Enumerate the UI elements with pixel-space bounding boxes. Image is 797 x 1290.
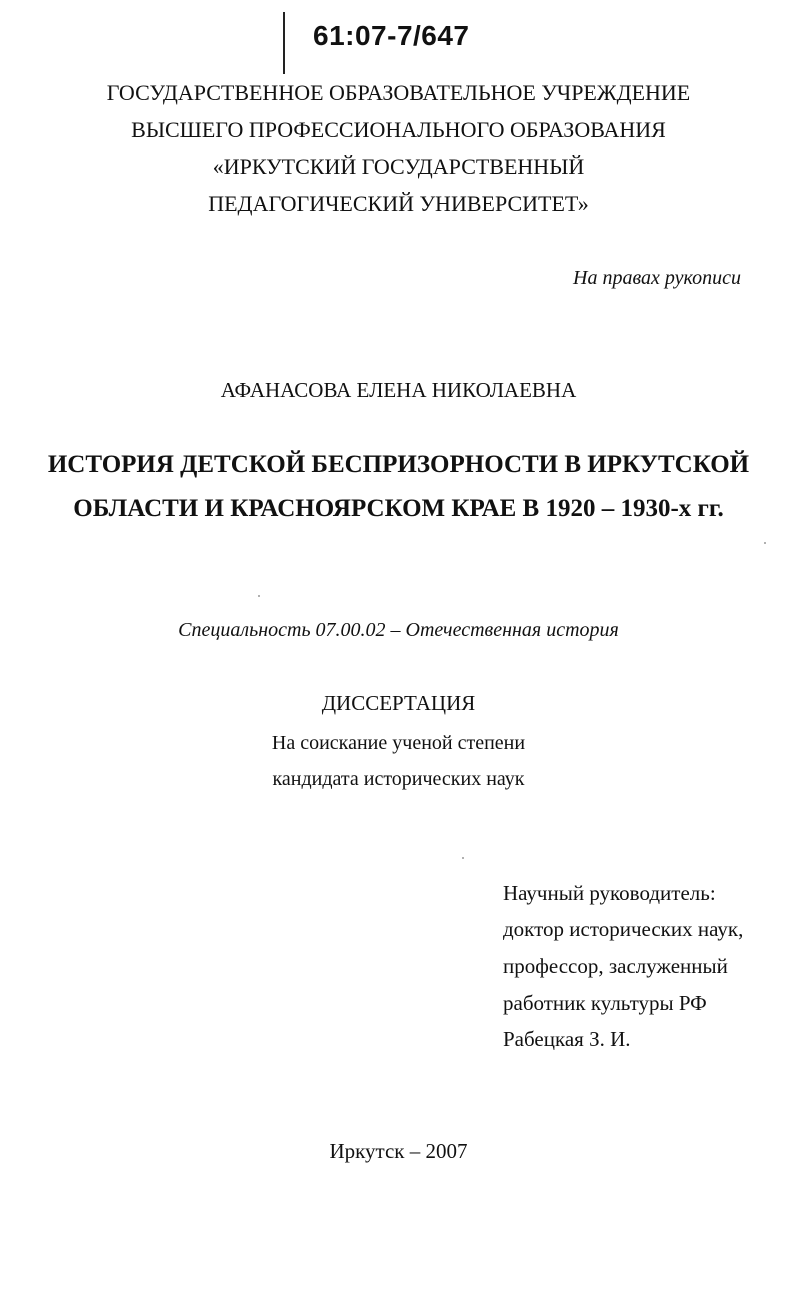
institution-line-1: ГОСУДАРСТВЕННОЕ ОБРАЗОВАТЕЛЬНОЕ УЧРЕЖДЕНИЕ — [106, 80, 691, 105]
advisor-line-4: работник культуры РФ — [503, 991, 707, 1015]
advisor-line-2: доктор исторических наук, — [503, 917, 744, 941]
margin-line — [283, 12, 285, 74]
advisor-line-3: профессор, заслуженный — [503, 954, 728, 978]
institution-line-3: «ИРКУТСКИЙ ГОСУДАРСТВЕННЫЙ — [212, 154, 585, 179]
degree-line-2: кандидата исторических наук — [272, 768, 525, 790]
degree-line-1: На соискание ученой степени — [271, 732, 526, 754]
institution-line-4: ПЕДАГОГИЧЕСКИЙ УНИВЕРСИТЕТ» — [208, 191, 589, 216]
catalog-number: 61:07-7/647 — [313, 20, 470, 51]
scan-speck — [764, 542, 766, 544]
manuscript-note: На правах рукописи — [573, 267, 741, 289]
institution-line-2: ВЫСШЕГО ПРОФЕССИОНАЛЬНОГО ОБРАЗОВАНИЯ — [131, 117, 666, 142]
scan-speck — [258, 595, 260, 597]
scan-speck — [462, 857, 464, 859]
city-year: Иркутск – 2007 — [329, 1139, 468, 1163]
dissertation-label: ДИССЕРТАЦИЯ — [321, 691, 476, 715]
advisor-line-1: Научный руководитель: — [503, 881, 716, 905]
specialty: Специальность 07.00.02 – Отечественная история — [178, 619, 619, 641]
author-name: АФАНАСОВА ЕЛЕНА НИКОЛАЕВНА — [220, 378, 577, 402]
thesis-title-line-2: ОБЛАСТИ И КРАСНОЯРСКОМ КРАЕ В 1920 – 1930-х гг. — [73, 495, 724, 522]
advisor-name: Рабецкая З. И. — [503, 1027, 631, 1051]
thesis-title-line-1: ИСТОРИЯ ДЕТСКОЙ БЕСПРИЗОРНОСТИ В ИРКУТСКОЙ — [47, 451, 750, 478]
